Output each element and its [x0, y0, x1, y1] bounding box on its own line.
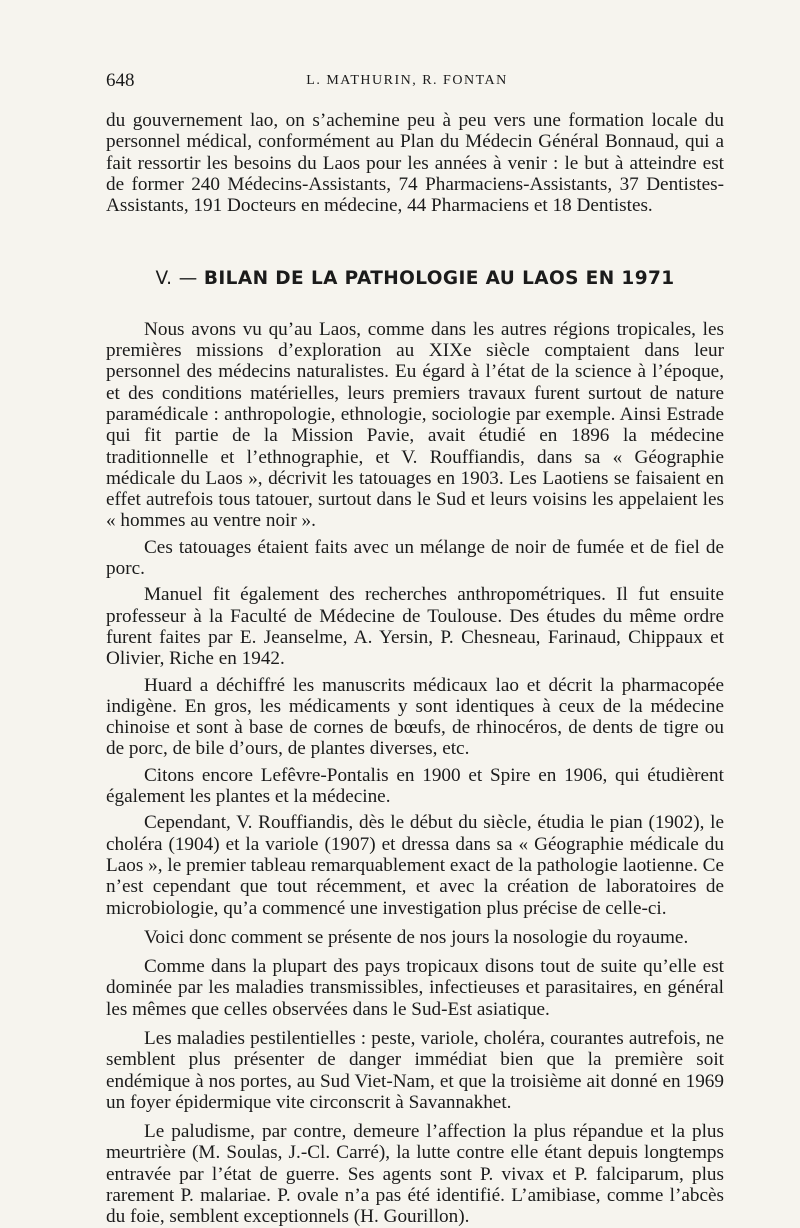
- paragraph-8: Comme dans la plupart des pays tropicaux disons tout de suite qu’elle est dominée par les maladies transmissibles, infectieuses et parasitaires, en général les mêmes que celles observées dans le Sud-Est asiatique.: [106, 956, 724, 1020]
- paragraph-1: Nous avons vu qu’au Laos, comme dans les autres régions tropicales, les premières missions d’exploration au XIXe siècle comptaient dans leur personnel des médecins naturalistes. Eu égard à l’état de la science à l’époque, et des conditions matérielles, leurs premiers travaux furent surtout de nature paramédicale : anthropologie, ethnologie, sociologie par exemple. Ainsi Estrade qui fit partie de la Mission Pavie, avait étudié en 1896 la médecine traditionnelle et l’ethnographie, et V. Rouffiandis, dans sa « Géographie médicale du Laos », décrivit les tatouages en 1903. Les Laotiens se faisaient en effet autrefois tous tatouer, surtout dans le Sud et leurs voisins les appelaient les « hommes au ventre noir ».: [106, 318, 724, 532]
- section-number: V. —: [155, 268, 198, 290]
- running-head: L. MATHURIN, R. FONTAN: [306, 73, 508, 88]
- paragraph-5: Citons encore Lefêvre-Pontalis en 1900 et Spire en 1906, qui étudièrent également les plantes et la médecine.: [106, 764, 724, 808]
- paragraph-6: Cependant, V. Rouffiandis, dès le début du siècle, étudia le pian (1902), le choléra (1904) et la variole (1907) et dressa dans sa « Géographie médicale du Laos », le premier tableau remarquablement exact de la pathologie laotienne. Ce n’est cependant que tout récemment, et avec la création de laboratoires de microbiologie, qu’a commencé une investigation plus précise de celle-ci.: [106, 812, 724, 919]
- paragraph-4: Huard a déchiffré les manuscrits médicaux lao et décrit la pharmacopée indigène. En gros, les médicaments y sont identiques à ceux de la médecine chinoise et sont à base de cornes de bœufs, de rhinocéros, de dents de tigre ou de porc, de bile d’ours, de plantes diverses, etc.: [106, 674, 724, 760]
- paragraph-2: Ces tatouages étaient faits avec un mélange de noir de fumée et de fiel de porc.: [106, 536, 724, 580]
- section-heading: [106, 268, 724, 289]
- paragraph-7: Voici donc comment se présente de nos jours la nosologie du royaume.: [144, 926, 689, 948]
- article-body: [106, 110, 724, 1228]
- paragraph-3: Manuel fit également des recherches anthropométriques. Il fut ensuite professeur à la Faculté de Médecine de Toulouse. Des études du même ordre furent faites par E. Jeanselme, A. Yersin, P. Chesneau, Farinaud, Chippaux et Olivier, Riche en 1942.: [106, 584, 724, 670]
- page-number: 648: [106, 70, 135, 91]
- paragraph-10: Le paludisme, par contre, demeure l’affection la plus répandue et la plus meurtrière (M. Soulas, J.-Cl. Carré), la lutte contre elle étant depuis longtemps entravée par l’état de guerre. Ses agents sont P. vivax et P. falciparum, plus rarement P. malariae. P. ovale n’a pas été identifié. L’amibiase, comme l’abcès du foie, semblent exceptionnels (H. Gourillon).: [106, 1121, 724, 1228]
- page-header: [0, 70, 800, 94]
- intro-paragraph: du gouvernement lao, on s’achemine peu à peu vers une formation locale du personnel médical, conformément au Plan du Médecin Général Bonnaud, qui a fait ressortir les besoins du Laos pour les années à venir : le but à atteindre est de former 240 Médecins-Assistants, 74 Pharmaciens-Assistants, 37 Dentistes-Assistants, 191 Docteurs en médecine, 44 Pharmaciens et 18 Dentistes.: [106, 110, 724, 217]
- paragraph-9: Les maladies pestilentielles : peste, variole, choléra, courantes autrefois, ne semblent plus présenter de danger immédiat bien que la première soit endémique à nos portes, au Sud Viet-Nam, et que la troisième ait donné en 1969 un foyer épidermique vite circonscrit à Savannakhet.: [106, 1027, 724, 1113]
- section-title: BILAN DE LA PATHOLOGIE AU LAOS EN 1971: [203, 268, 675, 290]
